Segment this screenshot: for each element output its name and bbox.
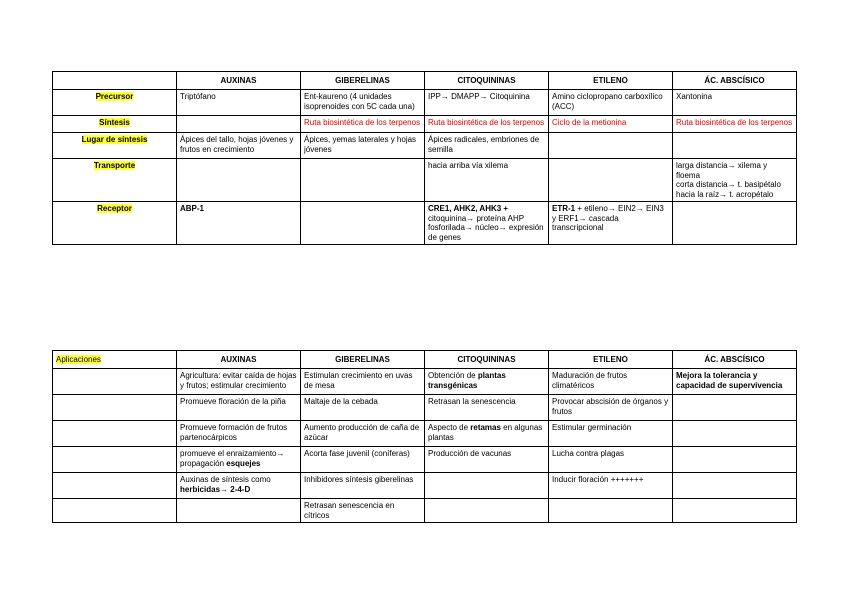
row-label [53,133,177,159]
bold-text: retamas [470,423,501,432]
table-row [53,421,797,447]
cell [673,499,797,523]
cell-transporte-abscisico [673,159,797,202]
cell: Acorta fase juvenil (coníferas) [301,447,425,473]
header-giberelinas: GIBERELINAS [301,72,425,90]
cell [549,499,673,523]
cell: Estimulan crecimiento en uvas de mesa [301,369,425,395]
row-label-text: Precursor [95,92,134,101]
bold-text: Mejora la tolerancia y capacidad de supervivencia [676,371,783,390]
row-lugar-sintesis [53,133,797,159]
cell: Estimular germinación [549,421,673,447]
cell [425,473,549,499]
header-aplicaciones [53,351,177,369]
cell [301,159,425,202]
cell: hacia arriba vía xilema [425,159,549,202]
cell: Ápices radicales, embriones de semilla [425,133,549,159]
cell: Xantonina [673,90,797,116]
header-empty [53,72,177,90]
cell: Inducir floración +++++++ [549,473,673,499]
cell: Retrasan la senescencia [425,395,549,421]
text: Aspecto de [428,423,471,432]
row-label [53,159,177,202]
cell [53,499,177,523]
cell [673,369,797,395]
header-abscisico: ÁC. ABSCÍSICO [673,351,797,369]
cell: Aumento producción de caña de azúcar [301,421,425,447]
text: promueve el enraizamiento→ propagación [180,449,285,468]
table-row [53,473,797,499]
text: + etileno→ EIN2→ EIN3 y ERF1→ cascada transcripcional [552,204,664,232]
text: Obtención de [428,371,478,380]
table-row [53,447,797,473]
cell [549,159,673,202]
line: hacia la raíz→ t. acropétalo [676,189,774,199]
cell [177,202,301,245]
row-label [53,202,177,245]
cell: Triptófano [177,90,301,116]
cell [53,421,177,447]
bold-text: esquejes [226,458,261,468]
cell [177,159,301,202]
header-row [53,72,797,90]
cell: Maduración de frutos climatéricos [549,369,673,395]
cell: Provocar abscisión de órganos y frutos [549,395,673,421]
cell [177,473,301,499]
bold-text: herbicidas→ 2-4-D [180,484,251,494]
cell [673,133,797,159]
row-transporte [53,159,797,202]
cell: Lucha contra plagas [549,447,673,473]
cell [177,447,301,473]
row-label [53,90,177,116]
row-sintesis [53,116,797,133]
header-auxinas: AUXINAS [177,72,301,90]
cell: Ruta biosintética de los terpenos [301,116,425,133]
cell [53,473,177,499]
cell [549,133,673,159]
cell [673,202,797,245]
cell: Promueve floración de la piña [177,395,301,421]
row-label-text: Transporte [93,161,136,170]
table-row [53,369,797,395]
cell [425,202,549,245]
bold-text: CRE1, AHK2, AHK3 + [428,204,509,213]
cell: Ápices del tallo, hojas jóvenes y frutos en crecimiento [177,133,301,159]
cell: Ruta biosintética de los terpenos [425,116,549,133]
header-auxinas: AUXINAS [177,351,301,369]
table-row [53,395,797,421]
cell: IPP→ DMAPP→ Citoquinina [425,90,549,116]
cell [301,202,425,245]
cell: Promueve formación de frutos partenocárpicos [177,421,301,447]
cell [53,395,177,421]
cell: Inhibidores síntesis giberelinas [301,473,425,499]
text: en algunas plantas [428,423,543,442]
bold-text: plantas transgénicas [428,371,506,390]
header-citoquininas: CITOQUININAS [425,72,549,90]
cell [53,447,177,473]
row-label [53,116,177,133]
cell [425,369,549,395]
cell [425,421,549,447]
hormone-properties-table [52,71,797,245]
row-receptor [53,202,797,245]
text: Auxinas de síntesis como [180,475,271,484]
cell: Ciclo de la metionina [549,116,673,133]
table-row [53,499,797,523]
text: citoquinina→ proteína AHP fosforilada→ núcleo→ expresión de genes [428,213,544,242]
header-citoquininas: CITOQUININAS [425,351,549,369]
cell: Maltaje de la cebada [301,395,425,421]
applications-table [52,350,797,523]
cell: Ent-kaureno (4 unidades isoprenoides con 5C cada una) [301,90,425,116]
bold-text: ABP-1 [180,204,205,213]
cell [673,473,797,499]
header-abscisico: ÁC. ABSCÍSICO [673,72,797,90]
row-label-text: Receptor [97,204,132,213]
cell [177,499,301,523]
header-row [53,351,797,369]
header-etileno: ETILENO [549,351,673,369]
line: larga distancia→ xilema y floema [676,161,768,180]
cell: Ápices, yemas laterales y hojas jóvenes [301,133,425,159]
cell: Agricultura: evitar caída de hojas y frutos; estimular crecimiento [177,369,301,395]
cell [673,395,797,421]
header-etileno: ETILENO [549,72,673,90]
cell [673,447,797,473]
row-label-text: Lugar de síntesis [81,135,148,144]
cell: Producción de vacunas [425,447,549,473]
cell: Ruta biosintética de los terpenos [673,116,797,133]
cell [53,369,177,395]
cell [425,499,549,523]
cell [177,116,301,133]
header-aplicaciones-text: Aplicaciones [56,355,101,364]
row-precursor [53,90,797,116]
row-label-text: Síntesis [99,118,130,127]
cell: Retrasan senescencia en cítricos [301,499,425,523]
cell: Amino ciclopropano carboxílico (ACC) [549,90,673,116]
header-giberelinas: GIBERELINAS [301,351,425,369]
bold-text: ETR-1 [552,204,576,213]
cell [673,421,797,447]
line: corta distancia→ t. basipétalo [676,180,781,189]
cell [549,202,673,245]
